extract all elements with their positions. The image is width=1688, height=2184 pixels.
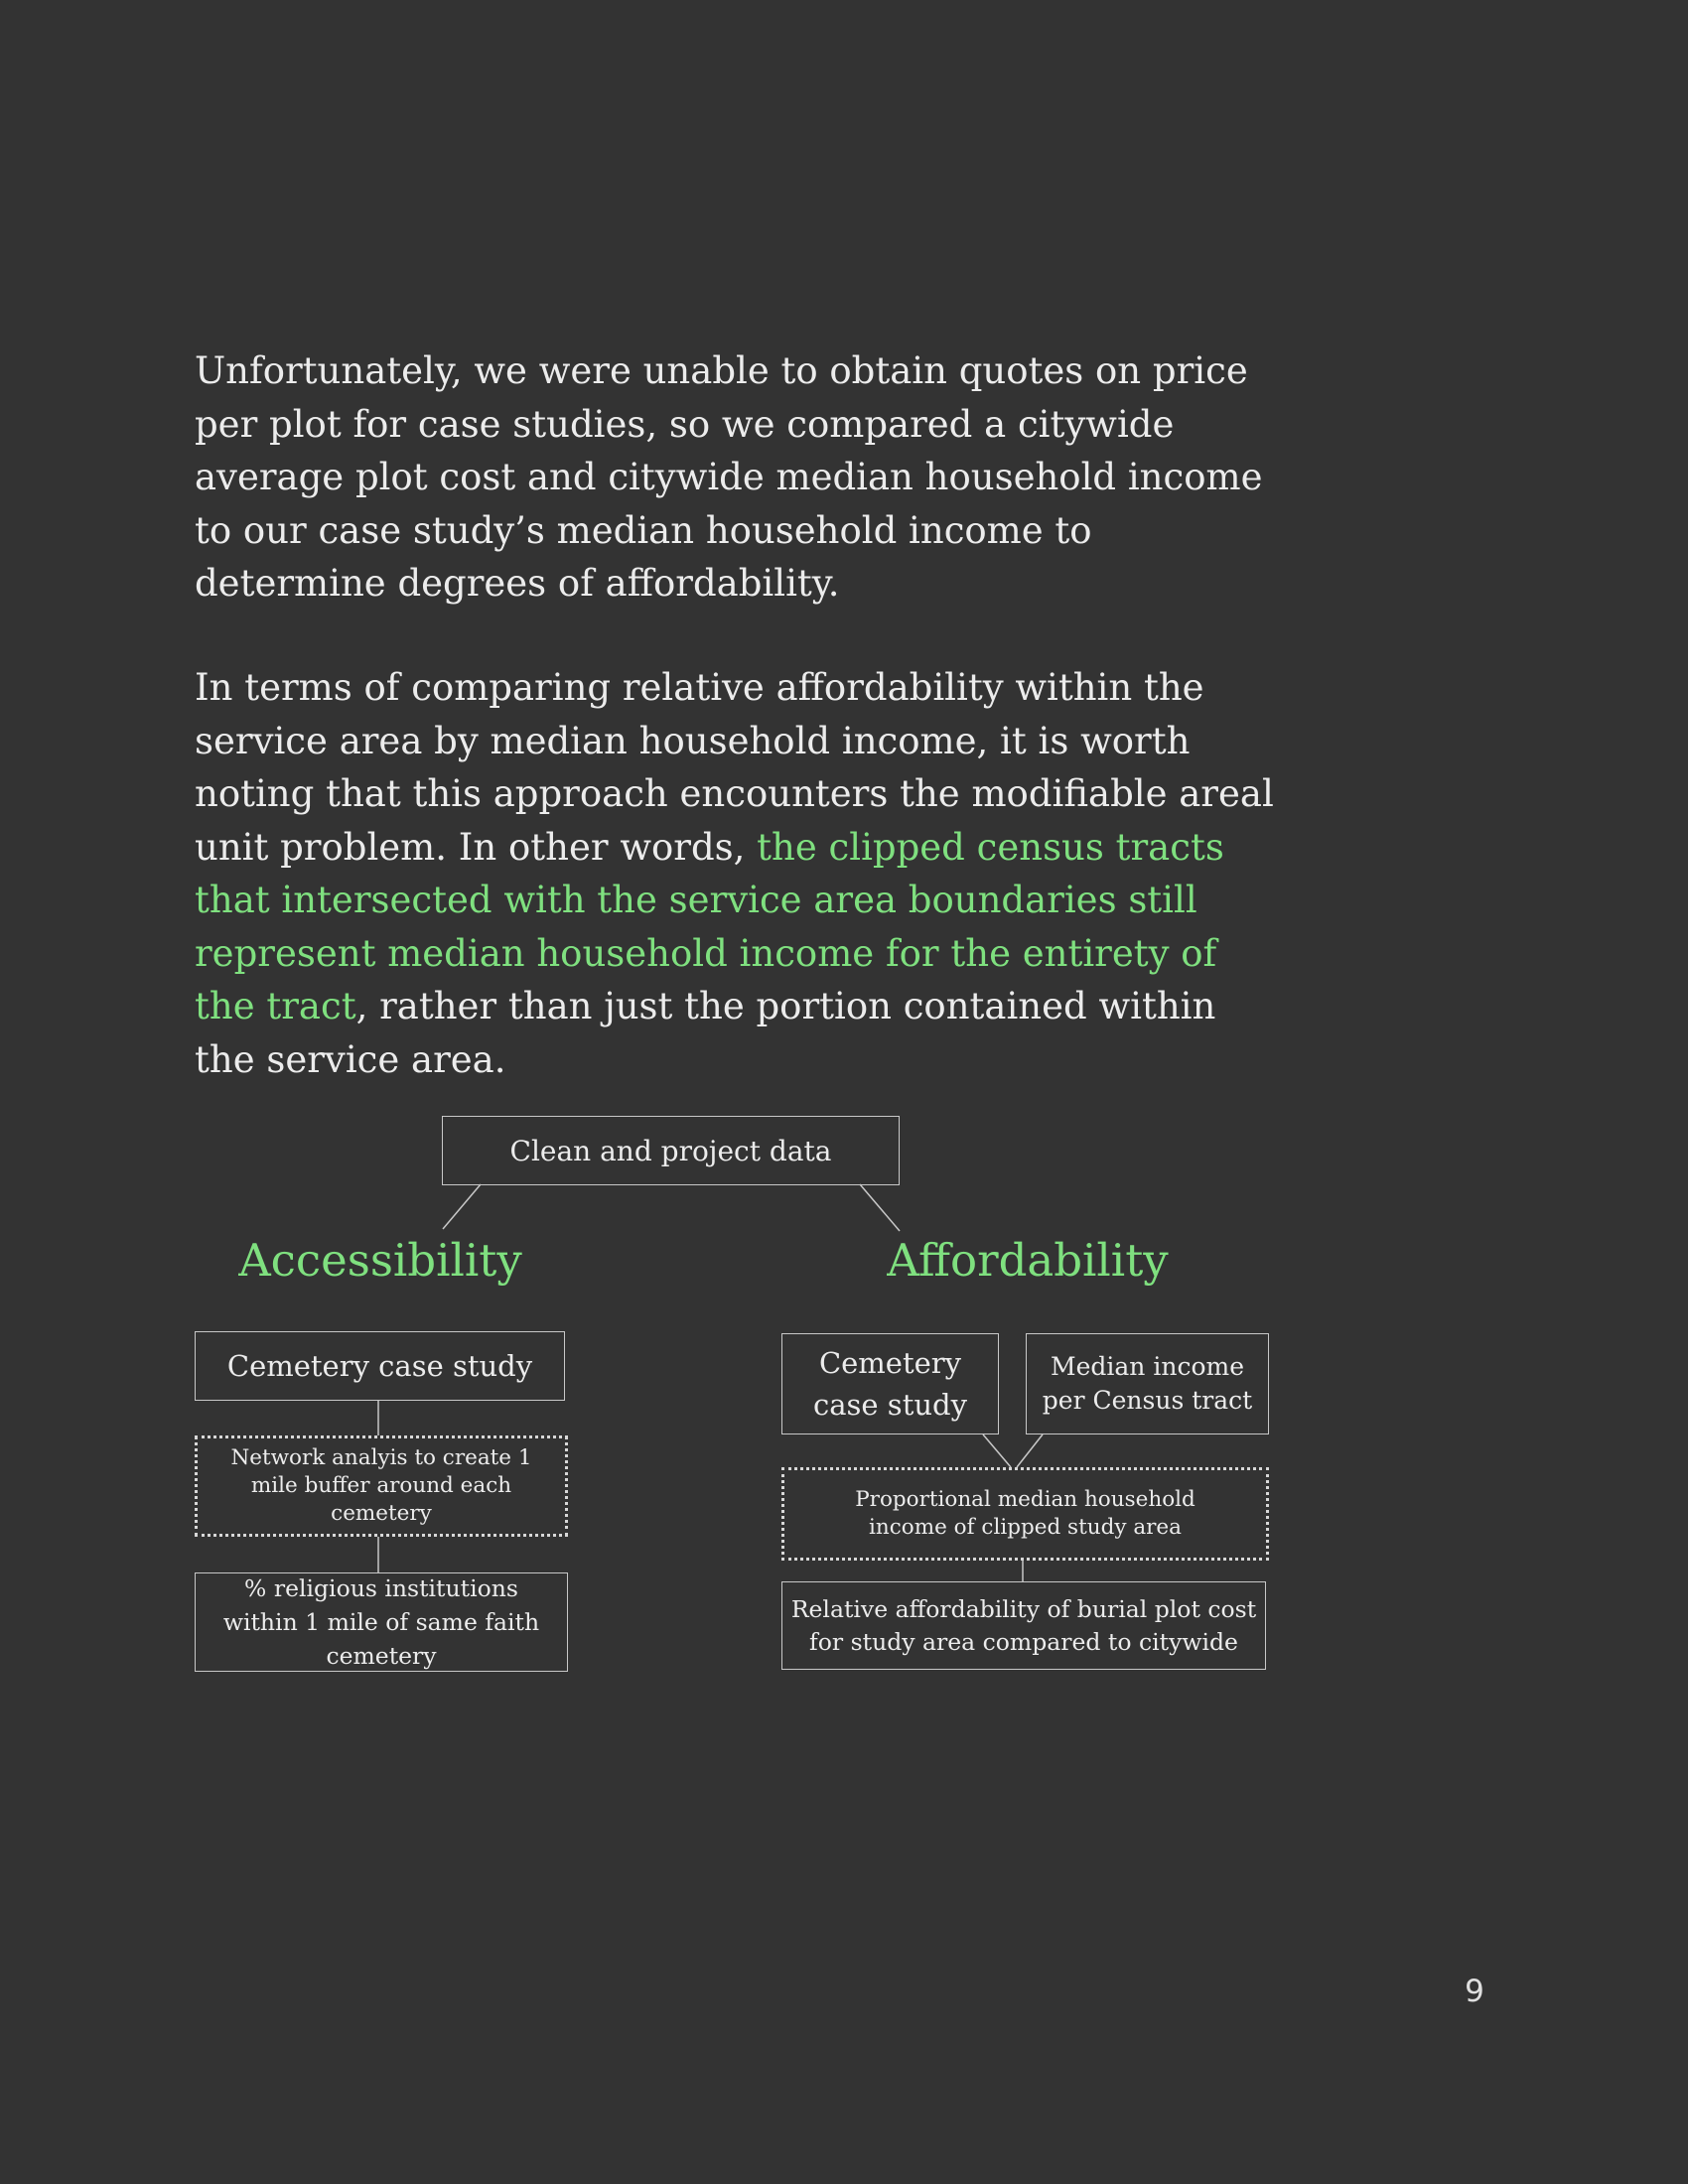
clean-project-data-box xyxy=(442,1116,900,1185)
afford-income-to-proportional-line xyxy=(1017,1434,1043,1467)
maup-highlight: the clipped census tracts that intersected with the service area boundaries still represent median household income for the entirety of the tract xyxy=(195,825,1224,1027)
proportional-income-box xyxy=(781,1467,1269,1561)
network-analysis-label: Network analyis to create 1 mile buffer around each cemetery xyxy=(230,1445,532,1526)
page-number: 9 xyxy=(1465,1974,1484,2009)
proportional-income-label: Proportional median household income of clipped study area xyxy=(855,1487,1196,1540)
afford-cemetery-case-study-box xyxy=(781,1333,999,1434)
maup-text-start: In terms of comparing relative affordability within the service area by median household income, it is worth noting that this approach encounters the modifiable areal unit problem. In other words, xyxy=(195,666,1274,869)
network-analysis-box xyxy=(195,1435,568,1537)
root-to-accessibility-line xyxy=(443,1184,481,1229)
access-cemetery-case-study-box xyxy=(195,1331,565,1401)
accessibility-heading: Accessibility xyxy=(238,1234,522,1287)
relative-affordability-label: Relative affordability of burial plot cost for study area compared to citywide xyxy=(790,1594,1257,1656)
afford-cemetery-case-study-label: Cemetery case study xyxy=(813,1346,967,1422)
religious-institutions-box xyxy=(195,1572,568,1672)
affordability-heading: Affordability xyxy=(887,1234,1169,1287)
root-to-affordability-line xyxy=(860,1184,900,1231)
maup-text-end: , rather than just the portion contained within the service area. xyxy=(195,985,1216,1081)
relative-affordability-box xyxy=(781,1581,1266,1670)
afford-case-to-proportional-line xyxy=(983,1434,1011,1467)
intro-paragraph: Unfortunately, we were unable to obtain quotes on price per plot for case studies, so we compared a citywide average plot cost and citywide median household income to our case study’s median household income to determine degrees of affordability. xyxy=(195,349,1263,605)
median-income-label: Median income per Census tract xyxy=(1042,1352,1253,1415)
access-cemetery-case-study-label: Cemetery case study xyxy=(226,1349,533,1383)
clean-project-data-label: Clean and project data xyxy=(509,1134,832,1167)
religious-institutions-label: % religious institutions within 1 mile of same faith cemetery xyxy=(222,1574,540,1670)
median-income-box xyxy=(1026,1333,1269,1434)
